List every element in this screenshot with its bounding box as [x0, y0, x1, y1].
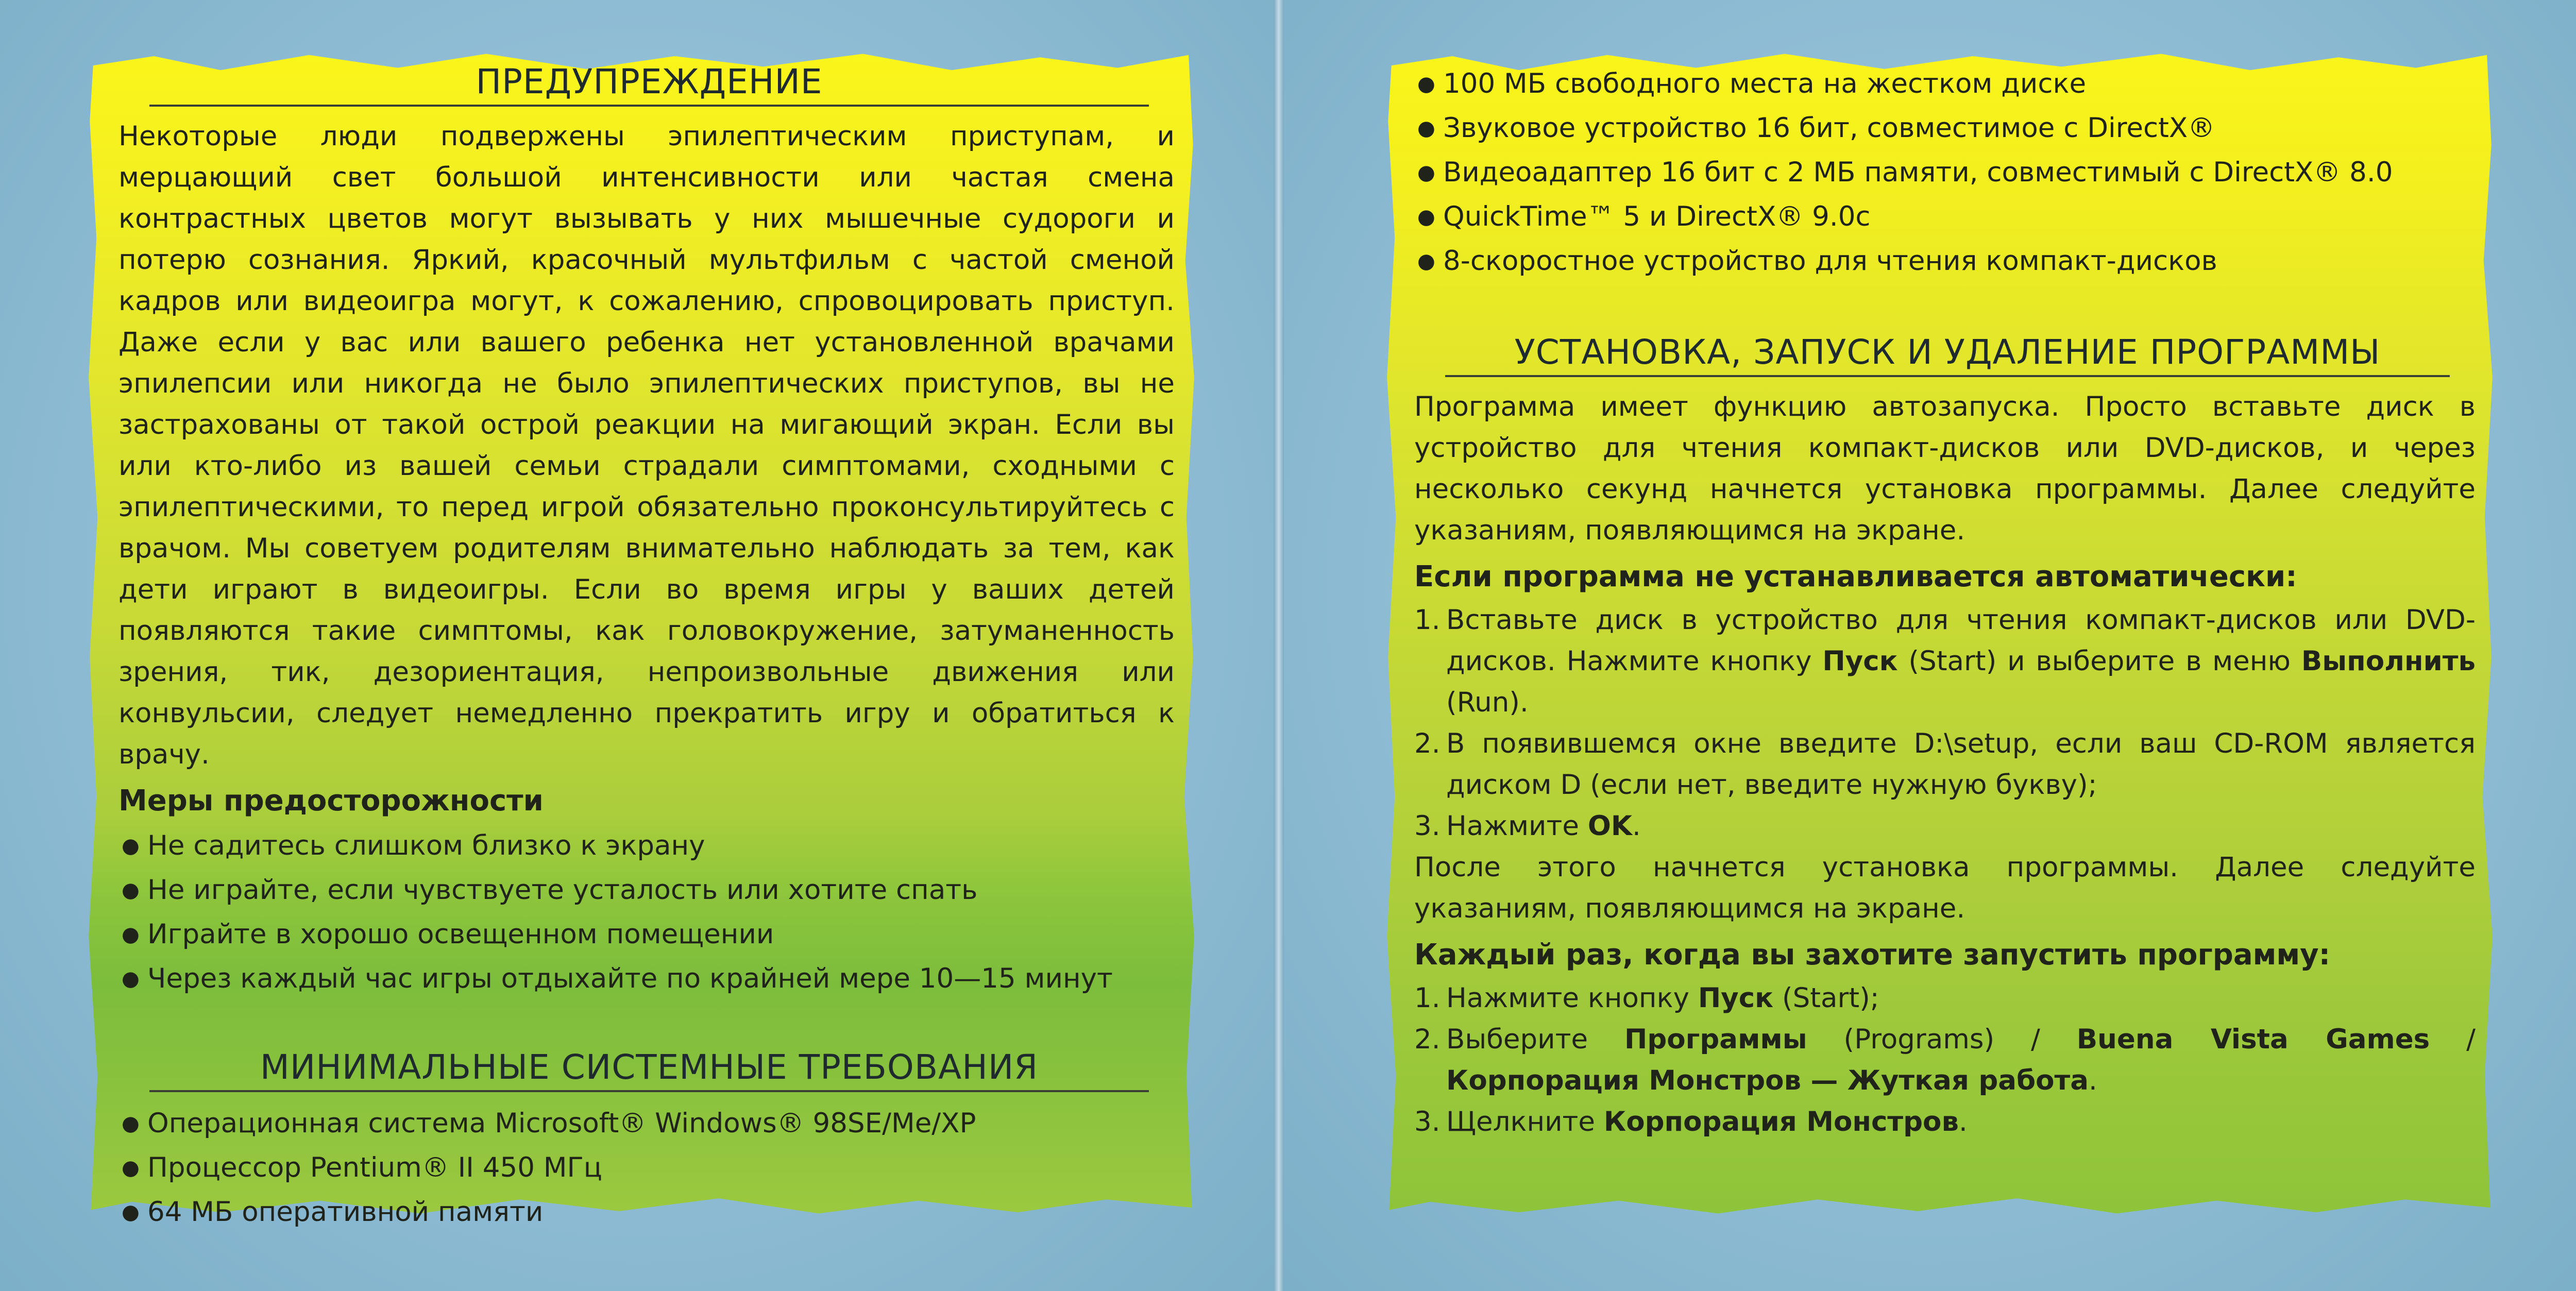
list-item: ● Не играйте, если чувствуете усталость или хотите спать [118, 868, 1175, 912]
precautions-heading: Меры предосторожности [118, 784, 544, 818]
requirements-continued-list [1414, 62, 2476, 283]
list-item: 1. Нажмите кнопку Пуск (Start); [1414, 982, 1879, 1014]
bullet-icon: ● [122, 1112, 140, 1135]
bullet-icon: ● [122, 923, 140, 946]
list-item: ● 8-скоростное устройство для чтения компакт-дисков [1414, 239, 2476, 283]
bullet-icon: ● [122, 834, 140, 858]
list-item: ● Через каждый час игры отдыхайте по крайней мере 10—15 минут [118, 957, 1175, 1001]
list-item: 2. В появившемся окне введите D:\setup, если ваш CD-ROM является диском D (если нет, введите нужную букву); [1414, 728, 2476, 801]
bullet-icon: ● [1417, 205, 1435, 229]
list-item: ● Играйте в хорошо освещенном помещении [118, 912, 1175, 957]
run-program-heading: Каждый раз, когда вы захотите запустить программу: [1414, 938, 2331, 972]
requirements-list [118, 1101, 1175, 1234]
right-page-content [1414, 62, 2476, 1143]
list-item: ● QuickTime™ 5 и DirectX® 9.0c [1414, 195, 2476, 239]
list-item: 3. Нажмите OK. [1414, 810, 1641, 842]
warning-text: Некоторые люди подвержены эпилептическим приступам, и мерцающий свет большой интенсивности или частая смена контрастных цветов могут вызывать у них мышечные судороги и потерю сознания. Яркий, красочный мультфильм с частой сменой кадров или видеоигра могут, к сожалению, спровоцировать приступ. Даже если у вас или вашего ребенка нет установленной врачами эпилепсии или никогда не было эпилептических приступов, вы не застрахованы от такой острой реакции на мигающий экран. Если вы или кто-либо из вашей семьи страдали симптомами, сходными с эпилептическими, то перед игрой обязательно проконсультируйтесь с врачом. Мы советуем родителям внимательно наблюдать за тем, как дети играют в видеоигры. Если во время игры у ваших детей появляются такие симптомы, как головокружение, затуманенность зрения, тик, дезориентация, непроизвольные движения или конвульсии, следует немедленно прекратить игру и обратиться к врачу. [118, 121, 1175, 770]
run-program-steps [1414, 978, 2476, 1143]
list-item: 2. Выберите Программы (Programs) / Buena Vista Games / Корпорация Монстров — Жуткая работа. [1414, 1024, 2476, 1096]
list-item: ● 100 МБ свободного места на жестком диске [1414, 62, 2476, 106]
bullet-icon: ● [122, 878, 140, 902]
list-item: ● Операционная система Microsoft® Windows® 98SE/Me/XP [118, 1101, 1175, 1146]
left-page-content [118, 62, 1175, 1234]
list-item: 1. Вставьте диск в устройство для чтения компакт-дисков или DVD-дисков. Нажмите кнопку Пуск (Start) и выберите в меню Выполнить (Run). [1414, 604, 2476, 718]
install-intro: Программа имеет функцию автозапуска. Просто вставьте диск в устройство для чтения компакт-дисков или DVD-дисков, и через несколько секунд начнется установка программы. Далее следуйте указаниям, появляющимся на экране. [1414, 391, 2476, 546]
requirements-heading: МИНИМАЛЬНЫЕ СИСТЕМНЫЕ ТРЕБОВАНИЯ [149, 1047, 1149, 1092]
bullet-icon: ● [1417, 161, 1435, 184]
list-item: ● Не садитесь слишком близко к экрану [118, 824, 1175, 868]
page-fold [1274, 0, 1284, 1291]
bullet-icon: ● [1417, 116, 1435, 140]
manual-install-steps [1414, 600, 2476, 847]
list-item: 3. Щелкните Корпорация Монстров. [1414, 1106, 1968, 1137]
list-item: ● 64 МБ оперативной памяти [118, 1190, 1175, 1234]
bullet-icon: ● [1417, 249, 1435, 273]
manual-install-heading: Если программа не устанавливается автоматически: [1414, 560, 2297, 593]
after-install-text: После этого начнется установка программы. Далее следуйте указаниям, появляющимся на экране. [1414, 852, 2476, 924]
list-item: ● Звуковое устройство 16 бит, совместимое с DirectX® [1414, 106, 2476, 150]
install-heading: УСТАНОВКА, ЗАПУСК И УДАЛЕНИЕ ПРОГРАММЫ [1445, 332, 2450, 377]
list-item: ● Процессор Pentium® II 450 МГц [118, 1146, 1175, 1190]
bullet-icon: ● [1417, 72, 1435, 96]
bullet-icon: ● [122, 967, 140, 991]
list-item: ● Видеоадаптер 16 бит с 2 МБ памяти, совместимый с DirectX® 8.0 [1414, 150, 2476, 195]
bullet-icon: ● [122, 1156, 140, 1180]
warning-heading: ПРЕДУПРЕЖДЕНИЕ [149, 62, 1149, 107]
bullet-icon: ● [122, 1200, 140, 1224]
precautions-list [118, 824, 1175, 1001]
